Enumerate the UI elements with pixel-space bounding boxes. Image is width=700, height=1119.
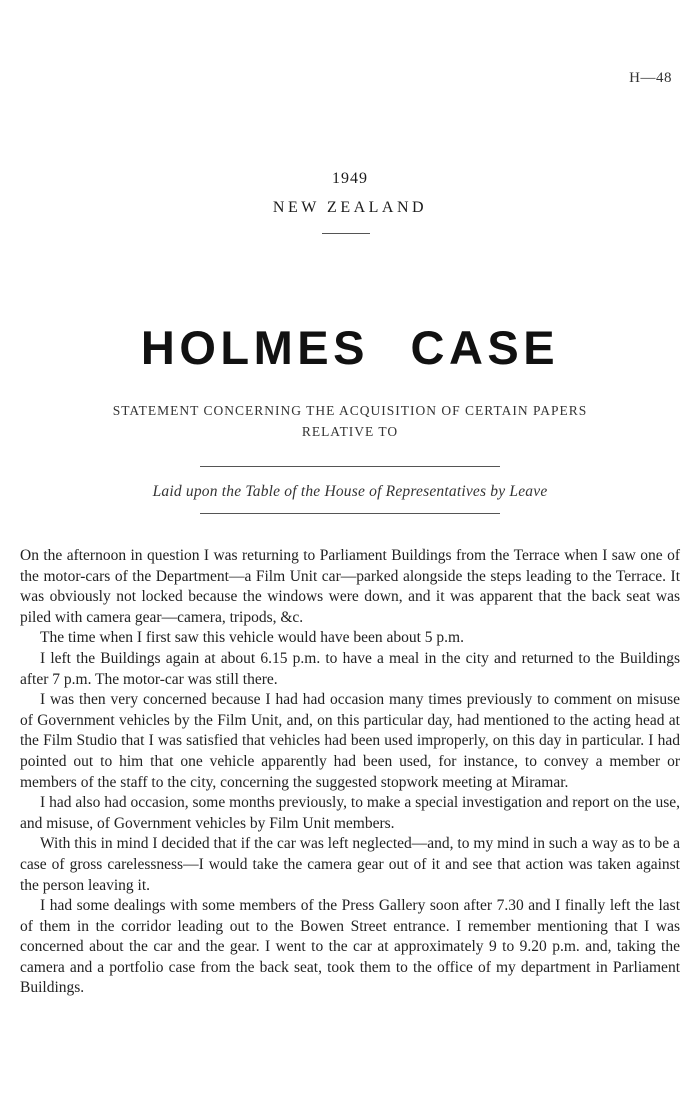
divider-top	[200, 466, 500, 467]
page-reference: H—48	[629, 70, 672, 86]
paragraph: With this in mind I decided that if the car was left neglected—and, to my mind in such a way as to be a case of gross carelessness—I would take the camera gear out of it and see that action was taken against the person leaving it.	[20, 835, 680, 894]
document-title: HOLMES CASE	[140, 321, 560, 374]
statement-body	[20, 546, 680, 999]
subtitle-line-2: RELATIVE TO	[301, 424, 399, 439]
paragraph: I left the Buildings again at about 6.15 p.m. to have a meal in the city and returned to the Buildings after 7 p.m. The motor-car was still there.	[20, 649, 680, 688]
paragraph: I was then very concerned because I had had occasion many times previously to comment on misuse of Government vehicles by the Film Unit, and, on this particular day, had mentioned to the acting head at the Film Studio that I was satisfied that vehicles had been used improperly, on this day in particular. I had pointed out to him that one vehicle apparently had been used, for instance, to convey a member or members of the staff to the city, concerning the suggested stopwork meeting at Miramar.	[20, 691, 680, 791]
paragraph: I had some dealings with some members of the Press Gallery soon after 7.30 and I finally left the last of them in the corridor leading out to the Bowen Street entrance. I remember mentioning that I was concerned about the car and the gear. I went to the car at approximately 9 to 9.20 p.m. and, taking the camera and a portfolio case from the back seat, took them to the office of my department in Parliament Buildings.	[20, 897, 680, 997]
laid-upon-table-line: Laid upon the Table of the House of Representatives by Leave	[152, 483, 548, 500]
divider-bottom	[200, 513, 500, 514]
short-divider	[322, 233, 370, 234]
paragraph: I had also had occasion, some months previously, to make a special investigation and report on the use, and misuse, of Government vehicles by Film Unit members.	[20, 794, 680, 832]
paragraph: The time when I first saw this vehicle would have been about 5 p.m.	[40, 629, 464, 647]
paragraph: On the afternoon in question I was returning to Parliament Buildings from the Terrace when I saw one of the motor-cars of the Department—a Film Unit car—parked alongside the steps leading to the Terrace. It was obviously not locked because the windows were down, and it was apparent that the back seat was piled with camera gear—camera, tripods, &c.	[20, 547, 680, 626]
document-year: 1949	[332, 170, 368, 187]
country-heading: NEW ZEALAND	[272, 199, 428, 216]
document-subtitle	[0, 400, 700, 442]
subtitle-line-1: STATEMENT CONCERNING THE ACQUISITION OF CERTAIN PAPERS	[112, 403, 588, 418]
